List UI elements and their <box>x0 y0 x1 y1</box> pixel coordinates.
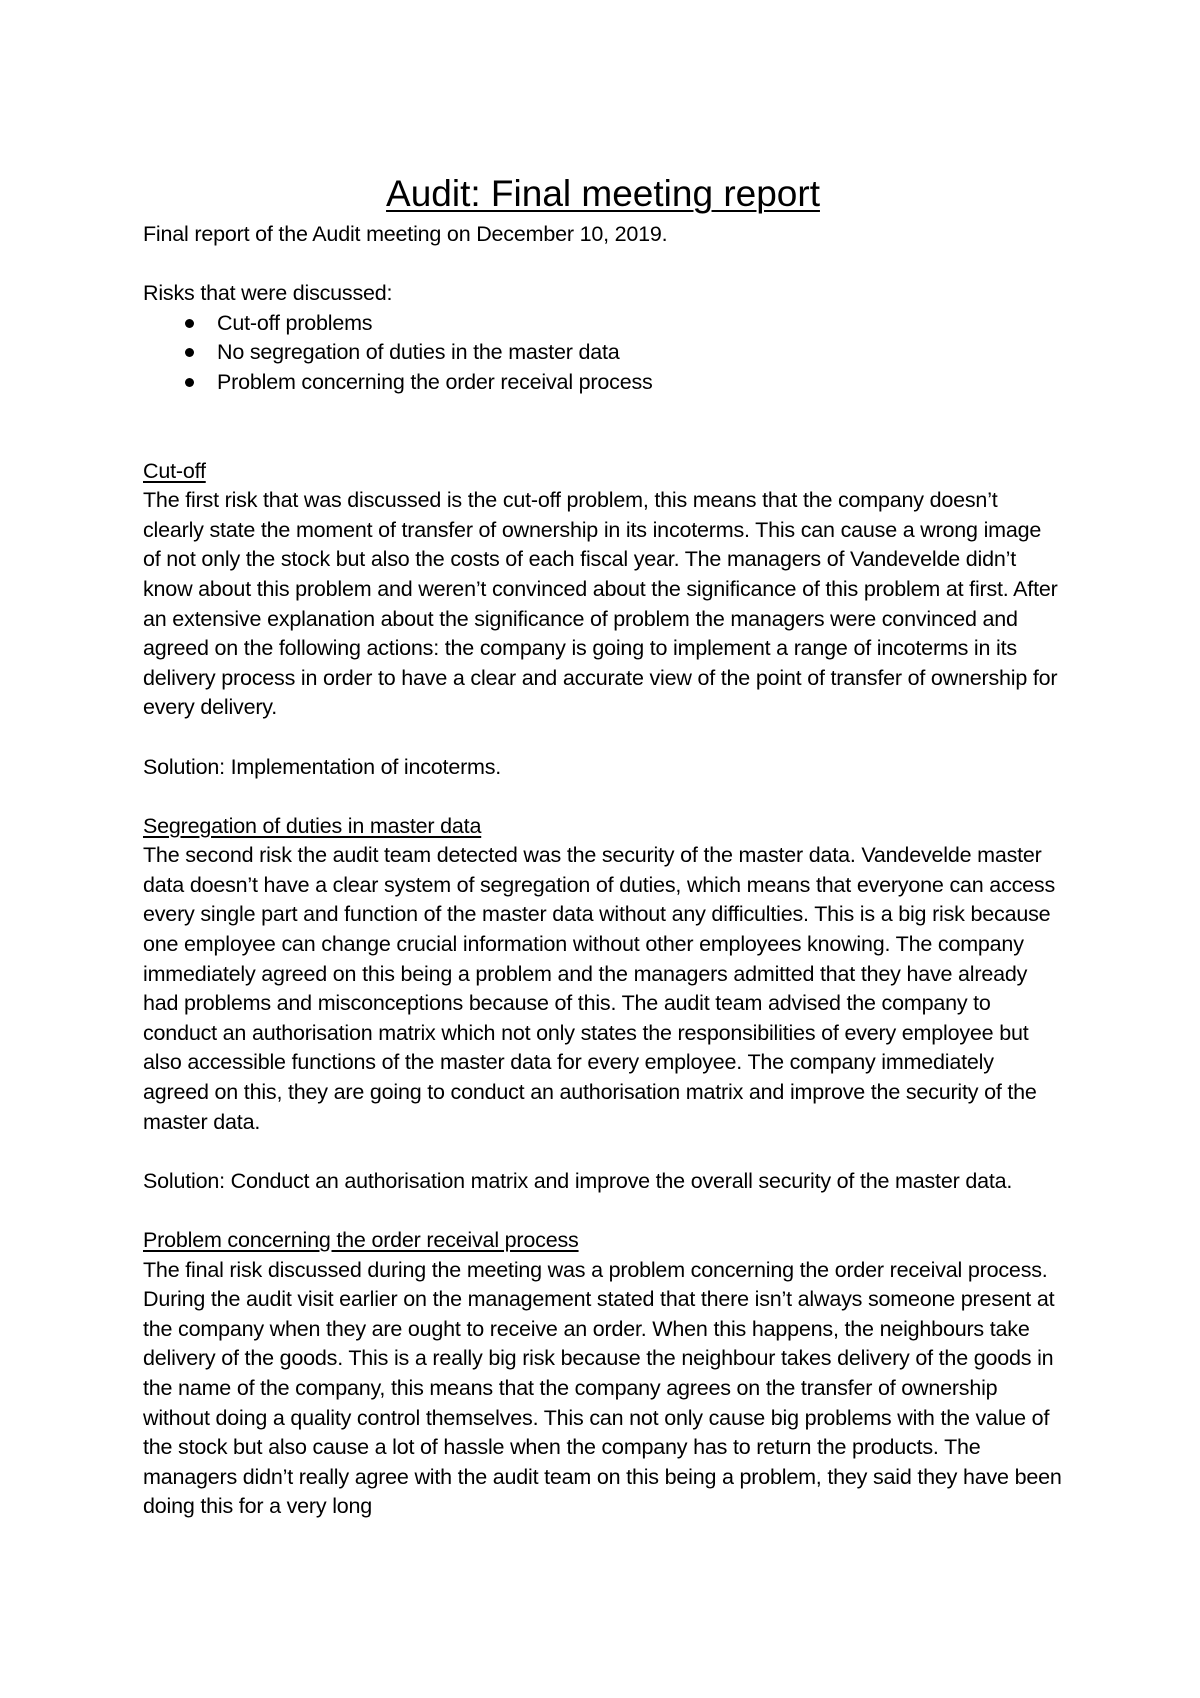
spacer <box>143 1196 1063 1226</box>
section-body-cut-off: The first risk that was discussed is the cut-off problem, this means that the company doesn’t clearly state the moment of transfer of ownership in its incoterms. This can cause a wrong image of not only the stock but also the costs of each fiscal year. The managers of Vandevelde didn’t know about this problem and weren’t convinced about the significance of this problem at first. After an extensive explanation about the significance of problem the managers were convinced and agreed on the following actions: the company is going to implement a range of incoterms in its delivery process in order to have a clear and accurate view of the point of transfer of ownership for every delivery. <box>143 488 1058 720</box>
spacer <box>143 1137 1063 1167</box>
spacer <box>143 250 1063 280</box>
risks-label: Risks that were discussed: <box>143 281 393 306</box>
section-heading-cut-off: Cut-off <box>143 458 206 483</box>
risk-item-label: No segregation of duties in the master data <box>217 340 620 365</box>
document-title: Audit: Final meeting report <box>386 173 820 214</box>
section-solution-cut-off: Solution: Implementation of incoterms. <box>143 754 502 779</box>
risk-item-label: Problem concerning the order receival process <box>217 369 653 394</box>
risk-item <box>143 368 1063 398</box>
section-body-order-receival: The final risk discussed during the meeting was a problem concerning the order receival process. During the audit visit earlier on the management stated that there isn’t always someone present at the company when they are ought to receive an order. When this happens, the neighbours take delivery of the goods. This is a really big risk because the neighbour takes delivery of the goods in the name of the company, this means that the company agrees on the transfer of ownership without doing a quality control themselves. This can not only cause big problems with the value of the stock but also cause a lot of hassle when the company has to return the products. The managers didn’t really agree with the audit team on this being a problem, they said they have been doing this for a very long <box>143 1257 1062 1519</box>
risk-item <box>143 338 1063 368</box>
spacer <box>143 398 1063 457</box>
section-heading-order-receival: Problem concerning the order receival process <box>143 1228 579 1252</box>
section-heading-segregation: Segregation of duties in master data <box>143 813 482 838</box>
spacer <box>143 723 1063 753</box>
spacer <box>143 782 1063 812</box>
bullet-icon <box>185 319 194 328</box>
section-body-segregation: The second risk the audit team detected was the security of the master data. Vandevelde master data doesn’t have a clear system of segregation of duties, which means that everyone can access every single part and function of the master data without any difficulties. This is a big risk because one employee can change crucial information without other employees knowing. The company immediately agreed on this being a problem and the managers admitted that they have already had problems and misconceptions because of this. The audit team advised the company to conduct an authorisation matrix which not only states the responsibilities of every employee but also accessible functions of the master data for every employee. The company immediately agreed on this, they are going to conduct an authorisation matrix and improve the security of the master data. <box>143 843 1055 1134</box>
intro-paragraph: Final report of the Audit meeting on December 10, 2019. <box>143 222 668 246</box>
bullet-icon <box>185 378 194 387</box>
document-content <box>143 170 1063 1522</box>
bullet-icon <box>185 348 194 357</box>
section-solution-segregation: Solution: Conduct an authorisation matrix and improve the overall security of the master data. <box>143 1168 1013 1193</box>
risks-list <box>143 309 1063 398</box>
risk-item <box>143 309 1063 339</box>
risk-item-label: Cut-off problems <box>217 310 373 335</box>
